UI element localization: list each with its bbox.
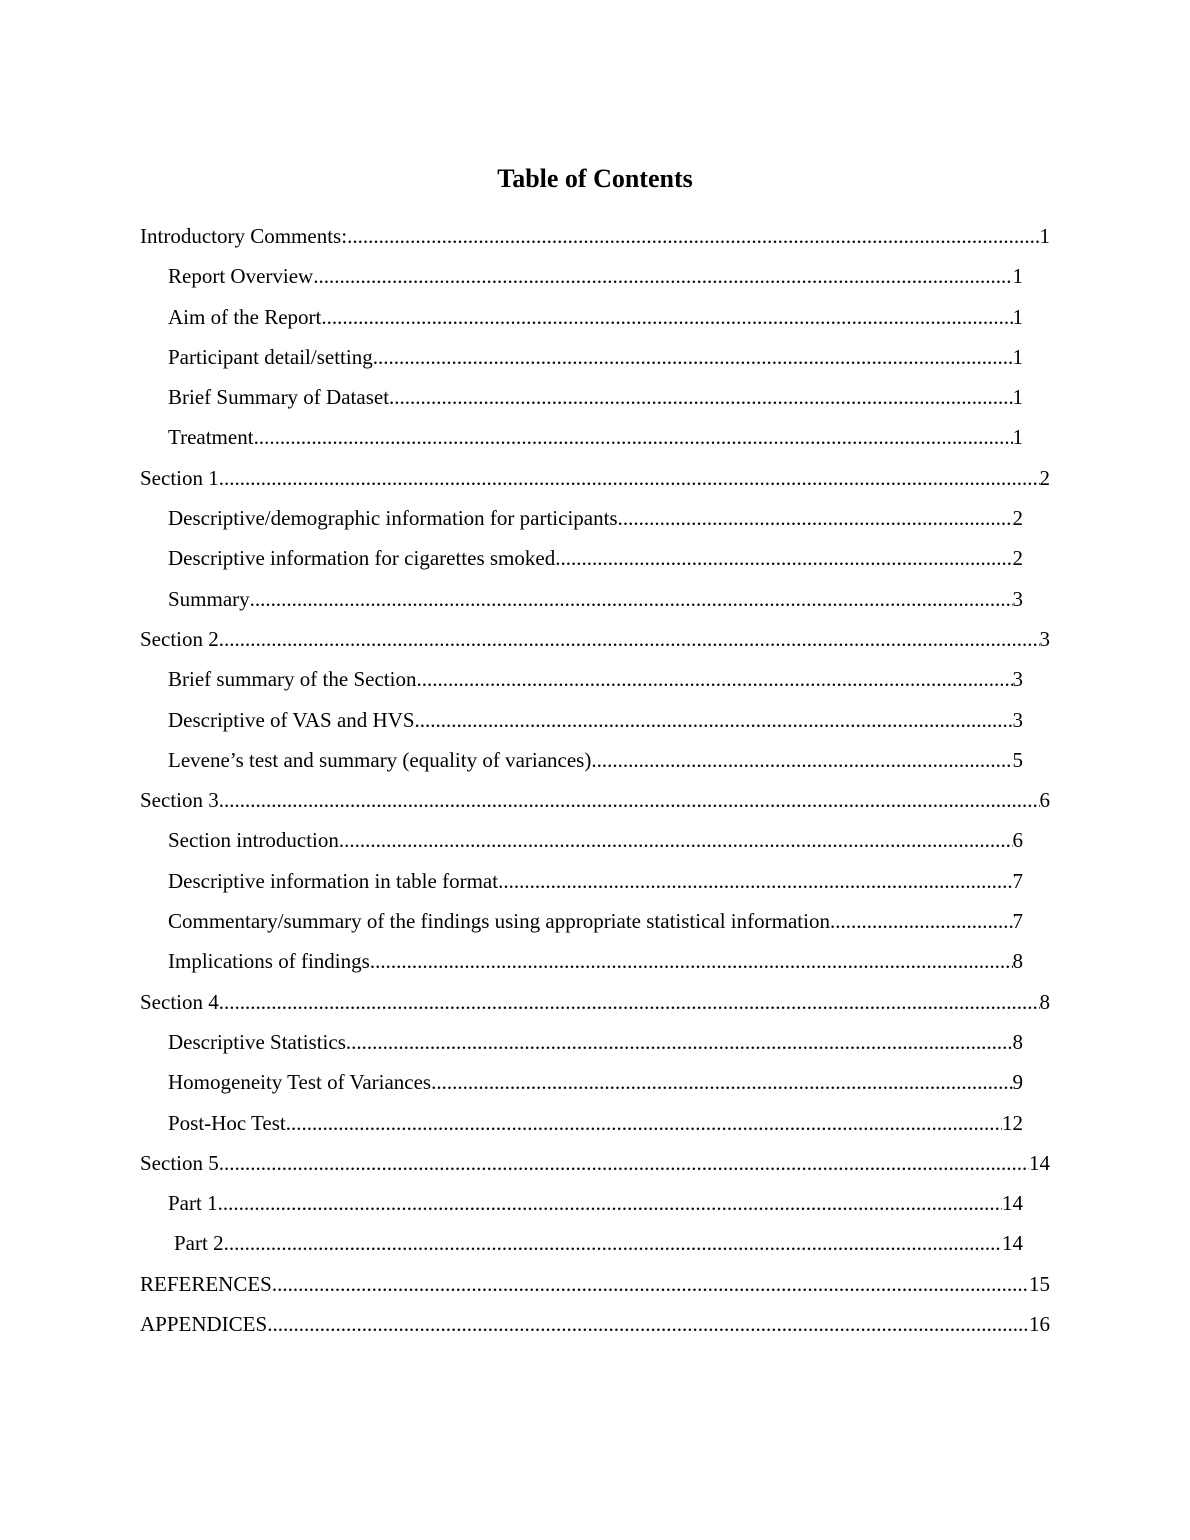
dot-leader [389,381,1012,413]
toc-entry-page-number: 3 [1012,667,1023,692]
toc-entry-page-number: 12 [1002,1110,1023,1135]
toc-entry-page-number: 1 [1039,224,1050,248]
toc-subsection-entry[interactable] [168,1187,1023,1227]
dot-leader [313,260,1012,292]
toc-subsection-entry[interactable] [168,1066,1023,1106]
toc-entry-label: Brief Summary of Dataset [168,385,390,410]
toc-section-entry[interactable] [140,986,1050,1026]
dot-leader [219,623,1040,655]
dot-leader [321,301,1012,333]
toc-entry-label: Treatment [168,425,254,450]
dot-leader [618,502,1013,534]
page-title: Table of Contents [497,164,693,193]
toc-subsection-entry[interactable] [168,824,1023,864]
dot-leader [591,744,1012,776]
toc-section-entry[interactable] [140,220,1050,260]
dot-leader [555,542,1012,574]
dot-leader [498,865,1012,897]
toc-entry-page-number: 3 [1012,707,1023,732]
toc-entry-page-number: 1 [1012,264,1023,289]
toc-entry-page-number: 6 [1012,828,1023,853]
toc-entry-label: Commentary/summary of the findings using appropriate statistical information [168,909,830,934]
toc-subsection-entry[interactable] [168,542,1023,582]
toc-entry-page-number: 2 [1012,546,1023,571]
toc-entry-page-number: 14 [1002,1191,1023,1216]
toc-entry-page-number: 6 [1039,788,1050,813]
dot-leader [415,704,1013,736]
toc-entry-page-number: 8 [1012,1029,1023,1054]
toc-entry-label: Descriptive information in table format [168,868,499,893]
dot-leader [219,986,1040,1018]
toc-subsection-entry[interactable] [168,341,1023,381]
toc-entry-page-number: 8 [1039,989,1050,1014]
dot-leader [254,421,1013,453]
toc-entry-page-number: 1 [1012,425,1023,450]
dot-leader [830,905,1013,937]
toc-subsection-entry[interactable] [168,260,1023,300]
toc-subsection-entry[interactable] [174,1227,1023,1267]
toc-entry-label: REFERENCES [140,1271,272,1296]
toc-subsection-entry[interactable] [168,744,1023,784]
dot-leader [416,663,1012,695]
toc-subsection-entry[interactable] [168,1026,1023,1066]
toc-entry-page-number: 16 [1029,1312,1050,1337]
toc-subsection-entry[interactable] [168,663,1023,703]
toc-entry-label: Section 4 [140,989,219,1014]
dot-leader [370,945,1013,977]
toc-section-entry[interactable] [140,1308,1050,1348]
toc-entry-page-number: 3 [1039,626,1050,651]
toc-entry-label: Brief summary of the Section [168,667,417,692]
toc-entry-label: Homogeneity Test of Variances [168,1070,432,1095]
dot-leader [373,341,1013,373]
toc-entry-page-number: 5 [1012,747,1023,772]
dot-leader [347,220,1039,252]
toc-entry-page-number: 9 [1012,1070,1023,1095]
dot-leader [431,1066,1012,1098]
dot-leader [219,462,1040,494]
toc-entry-label: Post-Hoc Test [168,1110,286,1135]
toc-section-entry[interactable] [140,1268,1050,1308]
toc-entry-label: Aim of the Report [168,304,322,329]
toc-entry-label: Section 2 [140,626,219,651]
dot-leader [219,1147,1029,1179]
dot-leader [219,784,1040,816]
dot-leader [286,1107,1002,1139]
toc-entry-label: Report Overview [168,264,314,289]
toc-entry-label: Summary [168,586,250,611]
toc-entry-page-number: 3 [1012,586,1023,611]
toc-entry-label: Section 3 [140,788,219,813]
toc-entry-label: Levene’s test and summary (equality of variances) [168,747,592,772]
dot-leader [250,583,1013,615]
toc-entry-label: Descriptive Statistics [168,1029,346,1054]
toc-section-entry[interactable] [140,623,1050,663]
dot-leader [218,1187,1002,1219]
toc-entry-label: Part 2 [174,1231,224,1256]
toc-subsection-entry[interactable] [168,1107,1023,1147]
dot-leader [267,1308,1029,1340]
toc-entry-label: Descriptive information for cigarettes smoked [168,546,556,571]
toc-entry-page-number: 1 [1012,344,1023,369]
toc-subsection-entry[interactable] [168,502,1023,542]
toc-subsection-entry[interactable] [168,583,1023,623]
toc-entry-label: Implications of findings [168,949,370,974]
toc-subsection-entry[interactable] [168,704,1023,744]
toc-subsection-entry[interactable] [168,421,1023,461]
toc-entry-label: Section introduction [168,828,339,853]
toc-entry-label: Descriptive of VAS and HVS [168,707,415,732]
toc-subsection-entry[interactable] [168,945,1023,985]
toc-entry-label: APPENDICES [140,1312,268,1337]
toc-entry-page-number: 2 [1012,506,1023,531]
toc-subsection-entry[interactable] [168,381,1023,421]
toc-entry-page-number: 14 [1029,1150,1050,1175]
toc-entry-label: Part 1 [168,1191,218,1216]
toc-entry-page-number: 1 [1012,304,1023,329]
toc-list [0,220,1190,1348]
toc-entry-label: Introductory Comments: [140,224,348,248]
toc-entry-page-number: 7 [1012,909,1023,934]
toc-entry-page-number: 8 [1012,949,1023,974]
toc-entry-page-number: 2 [1039,465,1050,490]
toc-entry-page-number: 1 [1012,385,1023,410]
toc-entry-page-number: 15 [1029,1271,1050,1296]
toc-section-entry[interactable] [140,1147,1050,1187]
toc-entry-label: Section 5 [140,1150,219,1175]
toc-entry-label: Descriptive/demographic information for participants [168,506,618,531]
toc-entry-label: Section 1 [140,465,219,490]
toc-subsection-entry[interactable] [168,865,1023,905]
toc-entry-label: Participant detail/setting [168,344,373,369]
dot-leader [224,1227,1002,1259]
toc-subsection-entry[interactable] [168,301,1023,341]
dot-leader [272,1268,1029,1300]
toc-subsection-entry[interactable] [168,905,1023,945]
toc-section-entry[interactable] [140,462,1050,502]
dot-leader [346,1026,1013,1058]
toc-entry-page-number: 7 [1012,868,1023,893]
toc-section-entry[interactable] [140,784,1050,824]
toc-entry-page-number: 14 [1002,1231,1023,1256]
dot-leader [339,824,1013,856]
